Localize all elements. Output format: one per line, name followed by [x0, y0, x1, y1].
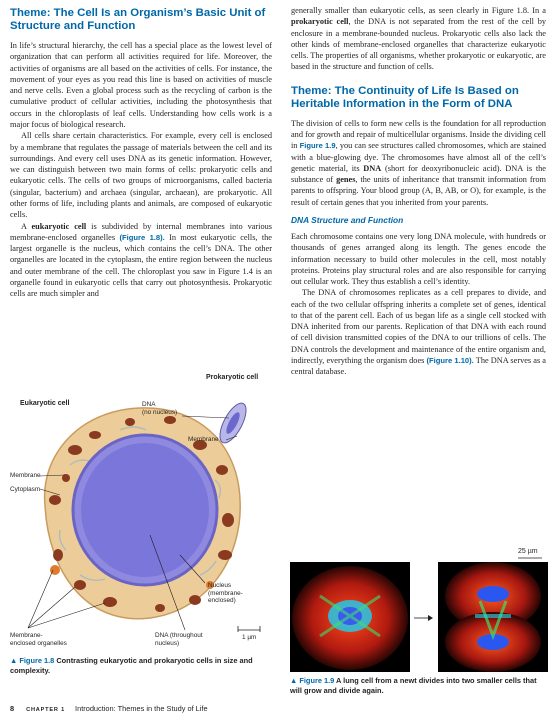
label-organelles: Membrane- enclosed organelles: [10, 632, 67, 647]
chapter-label: CHAPTER 1: [26, 707, 66, 713]
figure-reference-link[interactable]: (Figure 1.10).: [426, 356, 474, 366]
scale-label: 25 µm: [518, 548, 538, 555]
paragraph: generally smaller than eukaryotic cells, as seen clearly in Figure 1.8. In a prokaryotic cell, the DNA is not separated from the rest of the cell by enclosure in a membrane-bounded nucleus. Prokaryotic cells also lack the other kinds of membrane-enclosed organelles that characterize eukaryotic cells. The properties of all organisms, whether prokaryotic or eukaryotic, are based in the structure and function of cells.: [291, 6, 546, 72]
figure-reference-link[interactable]: (Figure 1.8).: [119, 232, 165, 242]
label-dna-no-nucleus: DNA (no nucleus): [142, 401, 178, 416]
figure-1-9-caption: ▲ Figure 1.9 A lung cell from a newt divides into two smaller cells that will grow and divide again.: [290, 676, 537, 695]
page-footer: [10, 704, 208, 713]
paragraph: The division of cells to form new cells is the foundation for all reproduction and for growth and repair of multicellular organisms. Inside the dividing cell in Figure 1.9, you can see structures called chromosomes, which are stained with a blue-glowing dye. The chromosomes have almost all of the cell’s genetic material, its DNA (short for deoxyribonucleic acid). DNA is the substance of genes, the units of inheritance that transmit information from parents to offspring. Your blood group (A, B, AB, or O), for example, is the result of certain genes that you inherited from your parents.: [291, 118, 546, 207]
scale-label: 1 µm: [242, 634, 257, 641]
eukaryotic-cell-title: Eukaryotic cell: [20, 400, 70, 407]
figure-1-9: [290, 548, 548, 695]
paragraph: All cells share certain characteristics. For example, every cell is enclosed by a membrane that regulates the passage of materials between the cell and its surroundings. And every cell uses DNA as its genetic information. However, we can distinguish between two main forms of cells: prokaryotic cells and eukaryotic cells. The cells of two groups of microorganisms, called bacteria (singular, bacterium) and archaea (singular, archaean), are prokaryotic. All other forms of life, including plants and animals, are composed of eukaryotic cells.: [10, 131, 272, 220]
left-column: [10, 0, 272, 299]
label-cytoplasm: Cytoplasm: [10, 486, 41, 493]
paragraph: Each chromosome contains one very long DNA molecule, with hundreds or thousands of genes arranged along its length. The genes encode the information necessary to build other molecules in the cell, most notably proteins. Proteins play structural roles and are also responsible for carrying out cellular work. They thus establish a cell’s identity.: [291, 231, 546, 287]
paragraph: The DNA of chromosomes replicates as a cell prepares to divide, and each of the two cellular offspring inherits a complete set of genes, identical to that of the parent cell. Each of us began life as a single cell stocked with DNA inherited from our parents. Replication of that DNA with each round of cell division transmitted copies of the DNA to our trillions of cells. The DNA controls the development and maintenance of the entire organism and, indirectly, everything the organism does (Figure 1.10). The DNA serves as a central database.: [291, 288, 546, 377]
label-nucleus: Nucleus (membrane- enclosed): [208, 582, 243, 605]
section-heading-dna: Theme: The Continuity of Life Is Based on Heritable Information in the Form of DNA: [291, 84, 519, 110]
key-term: DNA: [363, 163, 382, 173]
page-number: 8: [10, 704, 15, 713]
figure-1-8: [0, 370, 280, 690]
paragraph: A eukaryotic cell is subdivided by internal membranes into various membrane-enclosed organelles (Figure 1.8). In most eukaryotic cells, the largest organelle is the nucleus, which contains the cell’s DNA. The other organelles are located in the cytoplasm, the entire region between the nucleus and outer membrane of the cell. The chloroplast you saw in Figure 1.4 is an organelle found in eukaryotic cells that carry out photosynthesis. Prokaryotic cells are much simpler and: [10, 221, 272, 299]
right-column: [291, 0, 546, 378]
micrograph-dividing-cell: [290, 556, 548, 674]
key-term: eukaryotic cell: [31, 221, 87, 231]
prokaryotic-cell-title: Prokaryotic cell: [206, 374, 259, 381]
key-term: genes: [336, 175, 356, 185]
subheading-dna-structure: DNA Structure and Function: [291, 214, 404, 225]
section-heading-cell: Theme: The Cell Is an Organism’s Basic Unit of Structure and Function: [10, 7, 266, 32]
figure-1-8-caption: ▲ Figure 1.8 Contrasting eukaryotic and prokaryotic cells in size and complexity.: [10, 656, 253, 675]
label-prokaryote-membrane: Membrane: [188, 436, 219, 443]
key-term: prokaryotic cell: [291, 17, 349, 27]
label-dna-throughout: DNA (throughout nucleus): [155, 632, 203, 647]
chapter-title: Introduction: Themes in the Study of Life: [75, 704, 208, 713]
figure-reference-link[interactable]: Figure 1.9: [299, 141, 336, 151]
paragraph: In life’s structural hierarchy, the cell has a special place as the lowest level of organization that can perform all activities required for life. Moreover, the activities of organisms are all based on the activities of cells. For instance, the movement of your eyes as you read this line is based on activities of muscle and nerve cells. Even a global process such as the recycling of carbon is the cumulative product of cellular activities, including the photosynthesis that occurs in the chloroplasts of leaf cells. Understanding how cells work is a major focus of biological research.: [10, 41, 272, 129]
label-membrane: Membrane: [10, 472, 41, 479]
